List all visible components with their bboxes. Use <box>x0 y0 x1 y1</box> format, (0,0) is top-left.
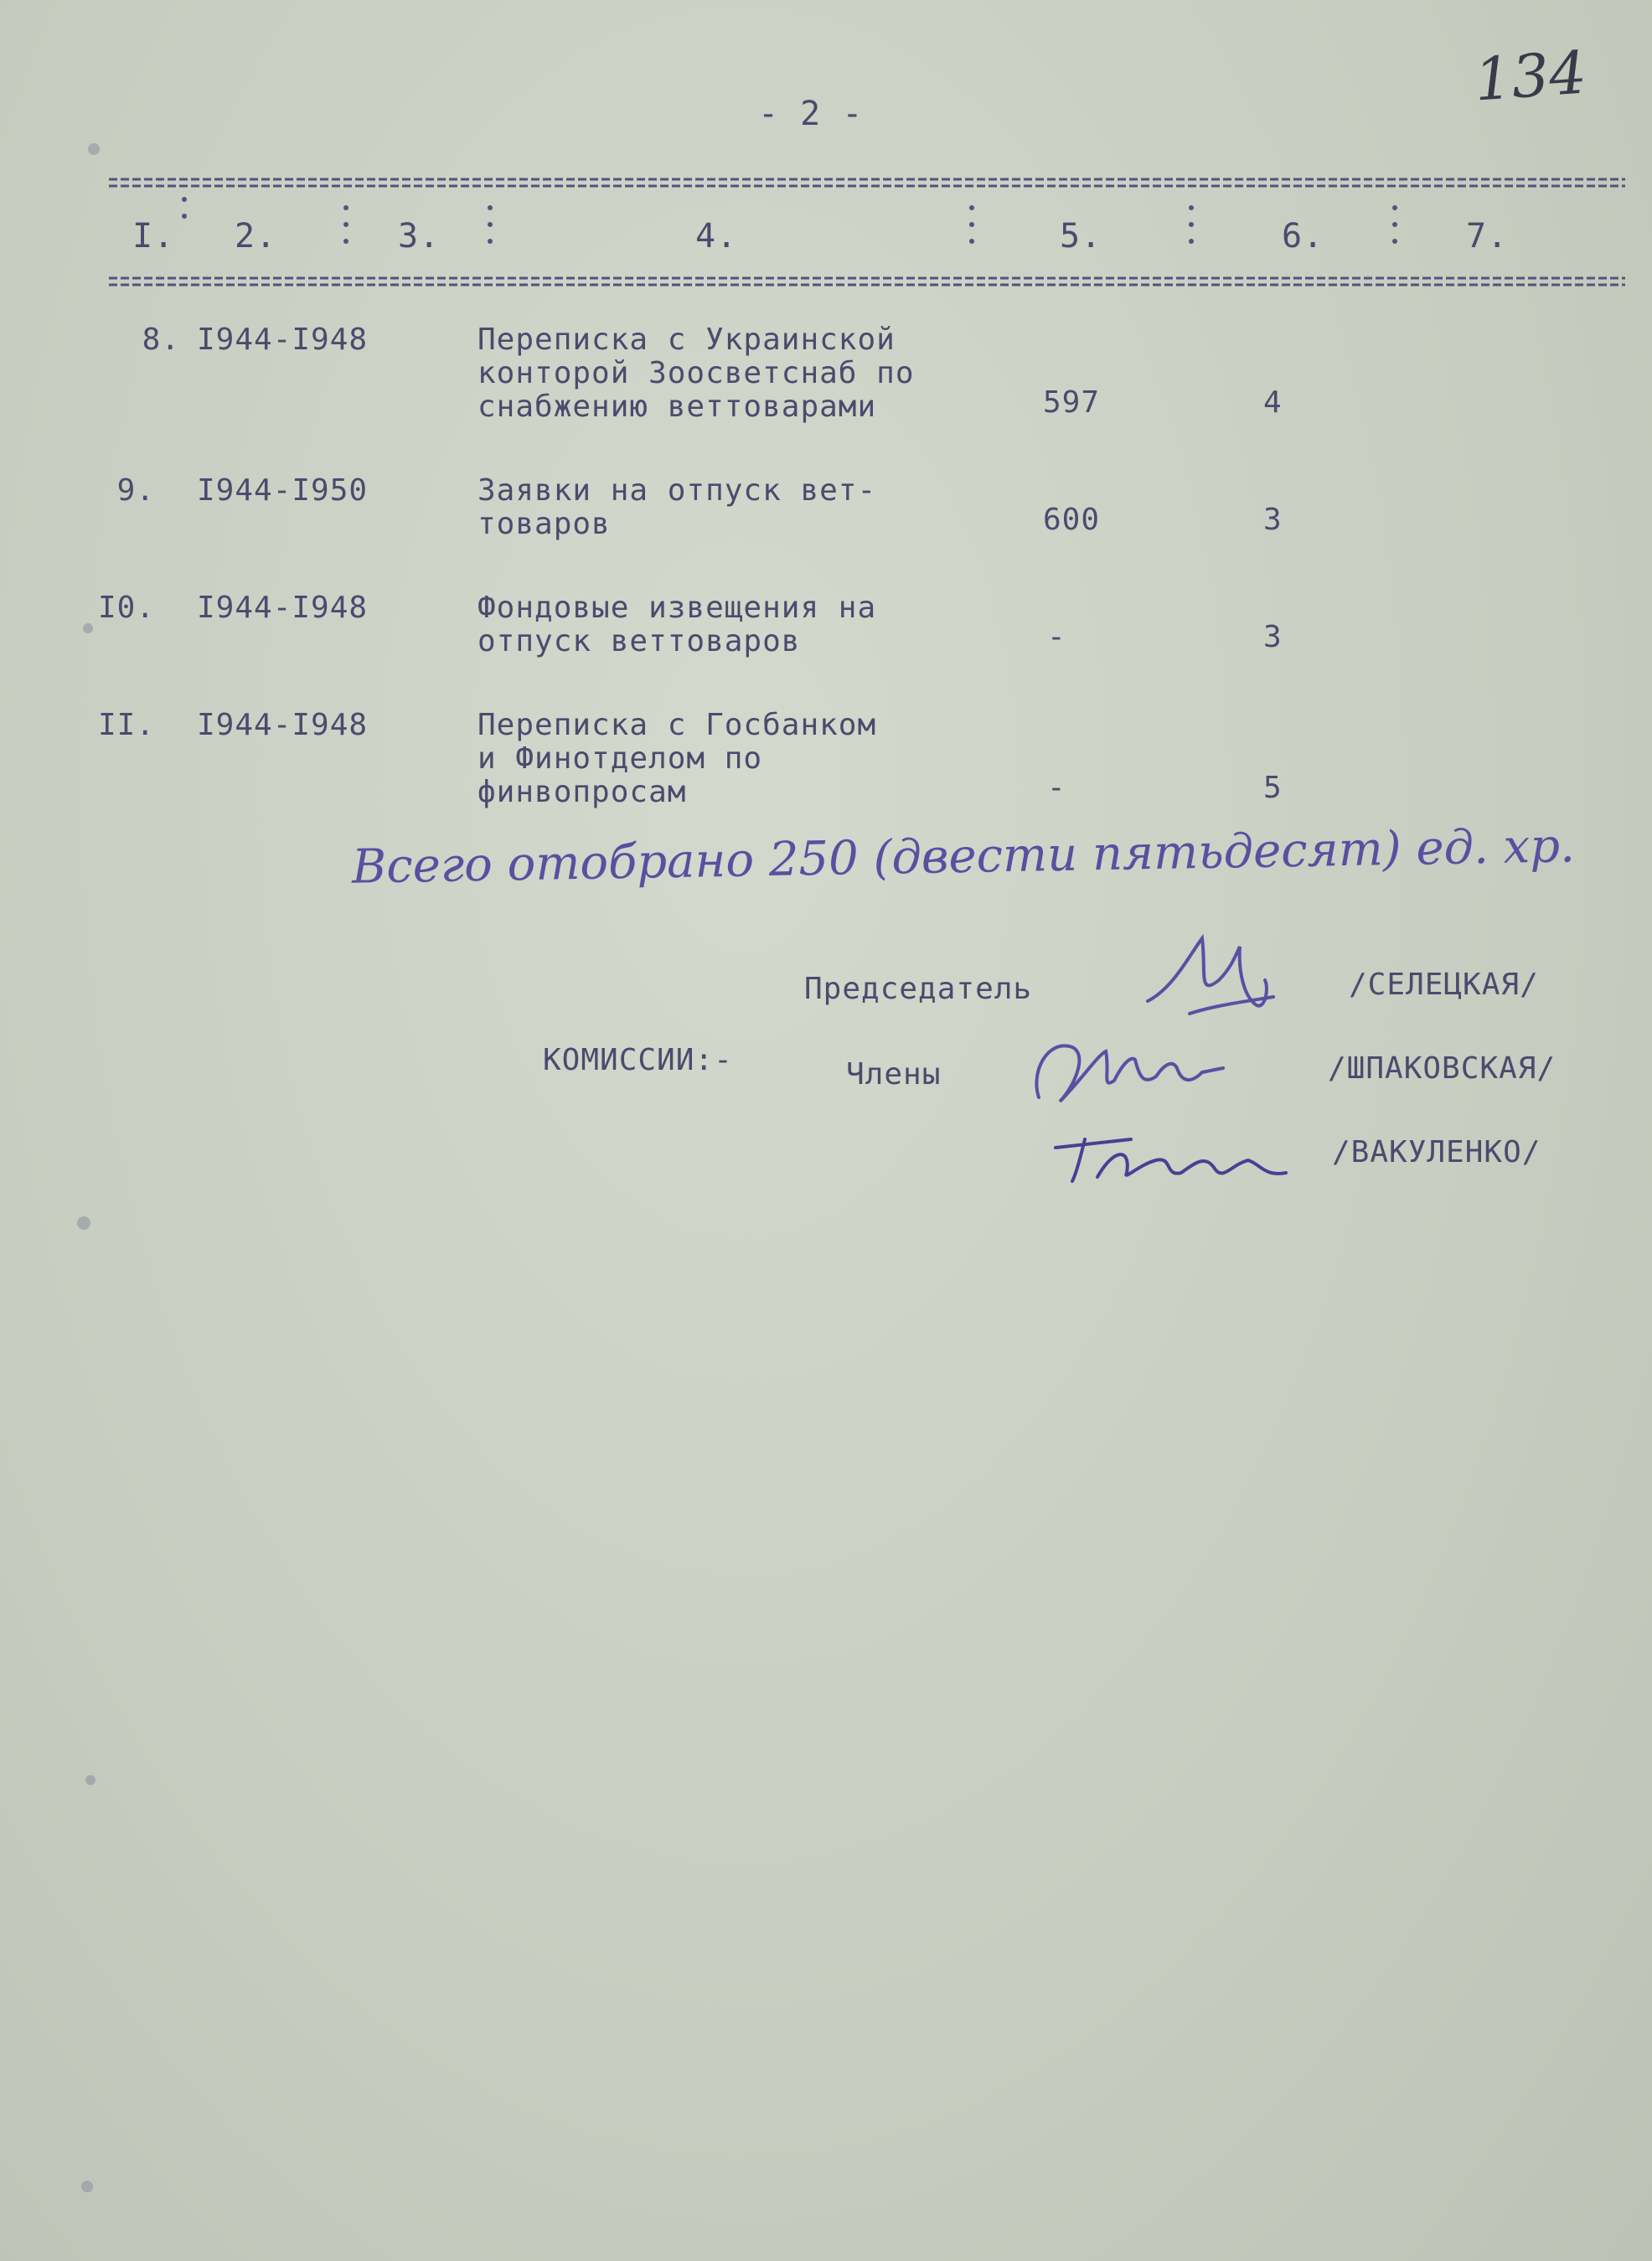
member-signature-1 <box>1022 1022 1240 1123</box>
table-row-col5: - <box>1047 620 1066 654</box>
page-number: - 2 - <box>758 95 864 133</box>
table-row-col5: 597 <box>1043 385 1101 420</box>
member-signature-2 <box>1047 1114 1298 1190</box>
table-header-rules <box>109 174 1629 300</box>
members-label: Члены <box>846 1057 942 1092</box>
column-header-1: I. <box>132 217 175 256</box>
table-row-years: I944-I948 <box>197 323 369 357</box>
table-row-description-line: и Финотделом по <box>478 741 763 776</box>
table-row-number: 8. <box>142 323 180 357</box>
chairman-label: Председатель <box>804 972 1033 1006</box>
column-header-6: 6. <box>1282 217 1324 256</box>
table-row-number: II. <box>97 708 155 742</box>
member-name-2: /ВАКУЛЕНКО/ <box>1332 1135 1541 1169</box>
table-row-description-line: конторой Зоосветснаб по <box>478 356 915 390</box>
table-row-description-line: отпуск веттоваров <box>478 624 801 658</box>
table-row-col6: 3 <box>1263 503 1283 537</box>
chairman-signature <box>1139 921 1307 1030</box>
table-row-description-line: Переписка с Госбанком <box>478 708 877 742</box>
commission-label: КОМИССИИ:- <box>543 1043 733 1077</box>
column-header-5: 5. <box>1060 217 1102 256</box>
table-row-description-line: снабжению веттоварами <box>478 390 877 424</box>
column-header-2: 2. <box>235 217 277 256</box>
column-header-7: 7. <box>1466 217 1509 256</box>
archive-page-number: 134 <box>1472 38 1589 115</box>
table-row-description-line: Заявки на отпуск вет- <box>478 473 877 508</box>
table-row-description-line: Переписка с Украинской <box>478 323 896 357</box>
chairman-name: /СЕЛЕЦКАЯ/ <box>1349 968 1539 1002</box>
table-row-col6: 5 <box>1263 771 1283 805</box>
paper-marks <box>0 0 101 2261</box>
total-note: Всего отобрано 250 (двести пятьдесят) ед. хр. <box>351 818 1576 895</box>
table-row-number: I0. <box>97 591 155 625</box>
table-row-number: 9. <box>116 473 155 508</box>
table-row-col6: 4 <box>1263 385 1283 420</box>
table-row-years: I944-I950 <box>197 473 369 508</box>
table-row-description-line: Фондовые извещения на <box>478 591 877 625</box>
column-header-4: 4. <box>695 217 738 256</box>
table-row-description-line: товаров <box>478 507 611 541</box>
table-row-col5: 600 <box>1043 503 1101 537</box>
member-name-1: /ШПАКОВСКАЯ/ <box>1328 1051 1556 1086</box>
table-row-description-line: финвопросам <box>478 775 687 809</box>
table-row-years: I944-I948 <box>197 591 369 625</box>
table-row-col6: 3 <box>1263 620 1283 654</box>
column-header-3: 3. <box>398 217 441 256</box>
table-row-years: I944-I948 <box>197 708 369 742</box>
table-row-col5: - <box>1047 771 1066 805</box>
